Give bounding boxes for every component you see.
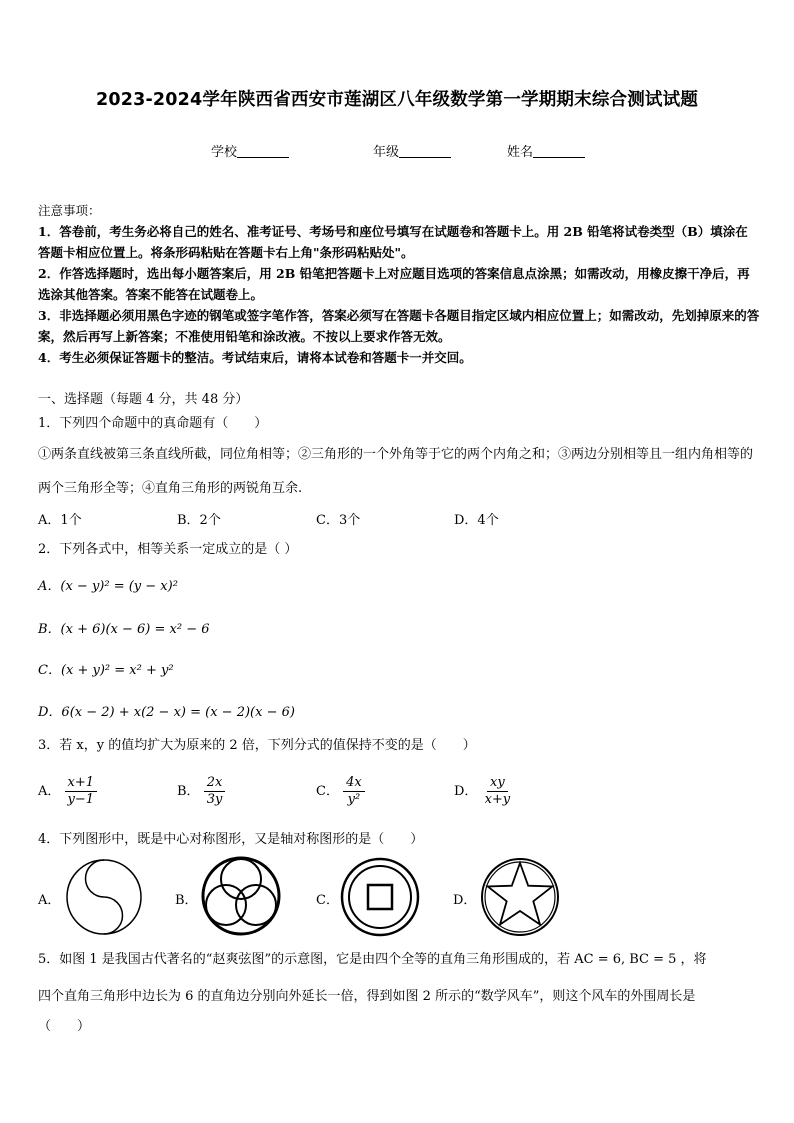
coin-square-figure: [339, 856, 421, 938]
denominator: y²: [347, 792, 361, 807]
school-blank: [237, 146, 289, 158]
numerator: 2x: [204, 775, 226, 792]
fraction: [204, 775, 226, 808]
q3-option-a: [38, 775, 97, 808]
name-blank: [533, 146, 585, 158]
question-5-line-1: 5．如图 1 是我国古代著名的“赵爽弦图”的示意图，它是由四个全等的直角三角形围成的，若 AC = 6, BC = 5 ，将: [38, 952, 707, 967]
question-4-stem: 4．下列图形中，既是中心对称图形，又是轴对称图形的是（ ）: [38, 832, 424, 847]
star-in-circle-figure: [479, 856, 561, 938]
numerator: x+1: [65, 775, 98, 792]
denominator: 3y: [206, 792, 223, 807]
option-letter: B．: [177, 784, 200, 799]
name-label: 姓名: [507, 145, 534, 160]
question-1-stem: 1．下列四个命题中的真命题有（ ）: [38, 416, 268, 431]
option-letter: A．: [38, 784, 61, 799]
q4-letter-c: C．: [316, 893, 339, 908]
q1-option-b: B．2个: [177, 513, 221, 528]
question-2-stem: 2．下列各式中，相等关系一定成立的是（ ）: [38, 542, 298, 557]
q2-option-c: C．(x + y)² = x² + y²: [38, 663, 174, 678]
numerator: 4x: [343, 775, 365, 792]
denominator: y−1: [67, 792, 95, 807]
page-title: 2023-2024学年陕西省西安市莲湖区八年级数学第一学期期末综合测试试题: [95, 90, 699, 110]
school-label: 学校: [211, 145, 238, 160]
fraction: [65, 775, 98, 808]
school-field: [211, 141, 289, 160]
section-heading: 一、选择题（每题 4 分，共 48 分）: [38, 392, 249, 407]
q1-option-a: A．1个: [38, 513, 82, 528]
q4-letter-b: B．: [175, 893, 198, 908]
numerator: xy: [487, 775, 508, 792]
q1-option-c: C．3个: [316, 513, 361, 528]
fraction: [482, 775, 514, 808]
notice-item: 4．考生必须保证答题卡的整洁。考试结束后，请将本试卷和答题卡一并交回。: [38, 350, 472, 365]
notice-block: [38, 200, 760, 368]
q4-letter-a: A．: [38, 893, 61, 908]
question-5-line-2: 四个直角三角形中边长为 6 的直角边分别向外延长一倍，得到如图 2 所示的“数学风车”，则这个风车的外围周长是: [38, 989, 696, 1004]
q3-option-b: [177, 775, 225, 808]
question-3-stem: 3．若 x，y 的值均扩大为原来的 2 倍，下列分式的值保持不变的是（ ）: [38, 738, 476, 753]
question-1-body: ①两条直线被第三条直线所截，同位角相等；②三角形的一个外角等于它的两个内角之和；③两边分别相等且一组内角相等的两个三角形全等；④直角三角形的两锐角互余.: [38, 447, 754, 496]
name-field: [507, 141, 585, 160]
option-letter: C．: [316, 784, 339, 799]
notice-item: 3．非选择题必须用黑色字迹的钢笔或签字笔作答，答案必须写在答题卡各题目指定区域内相应位置上；如需改动，先划掉原来的答案，然后再写上新答案；不准使用铅笔和涂改液。不按以上要求作答无效。: [38, 308, 760, 344]
denominator: x+y: [484, 792, 511, 807]
yin-yang-figure: [64, 857, 144, 937]
notice-heading: 注意事项：: [38, 203, 101, 218]
q2-option-a: A．(x − y)² = (y − x)²: [38, 579, 178, 594]
notice-item: 1．答卷前，考生务必将自己的姓名、准考证号、考场号和座位号填写在试题卷和答题卡上。用 2B 铅笔将试卷类型（B）填涂在答题卡相应位置上。将条形码粘贴在答题卡右上角"条形码粘贴处"。: [38, 224, 748, 260]
q2-option-d: D．6(x − 2) + x(2 − x) = (x − 2)(x − 6): [38, 705, 295, 720]
notice-item: 2．作答选择题时，选出每小题答案后，用 2B 铅笔把答题卡上对应题目选项的答案信息点涂黑；如需改动，用橡皮擦干净后，再选涂其他答案。答案不能答在试题卷上。: [38, 266, 750, 302]
q3-option-d: [454, 775, 513, 808]
question-5-line-3: （ ）: [38, 1019, 91, 1034]
three-circles-figure: [200, 855, 282, 937]
grade-field: [373, 141, 451, 160]
grade-blank: [399, 146, 451, 158]
fraction: [343, 775, 365, 808]
q4-letter-d: D．: [453, 893, 477, 908]
q3-option-c: [316, 775, 365, 808]
grade-label: 年级: [373, 145, 400, 160]
q2-option-b: B．(x + 6)(x − 6) = x² − 6: [38, 622, 210, 637]
q1-option-d: D．4个: [454, 513, 499, 528]
option-letter: D．: [454, 784, 478, 799]
